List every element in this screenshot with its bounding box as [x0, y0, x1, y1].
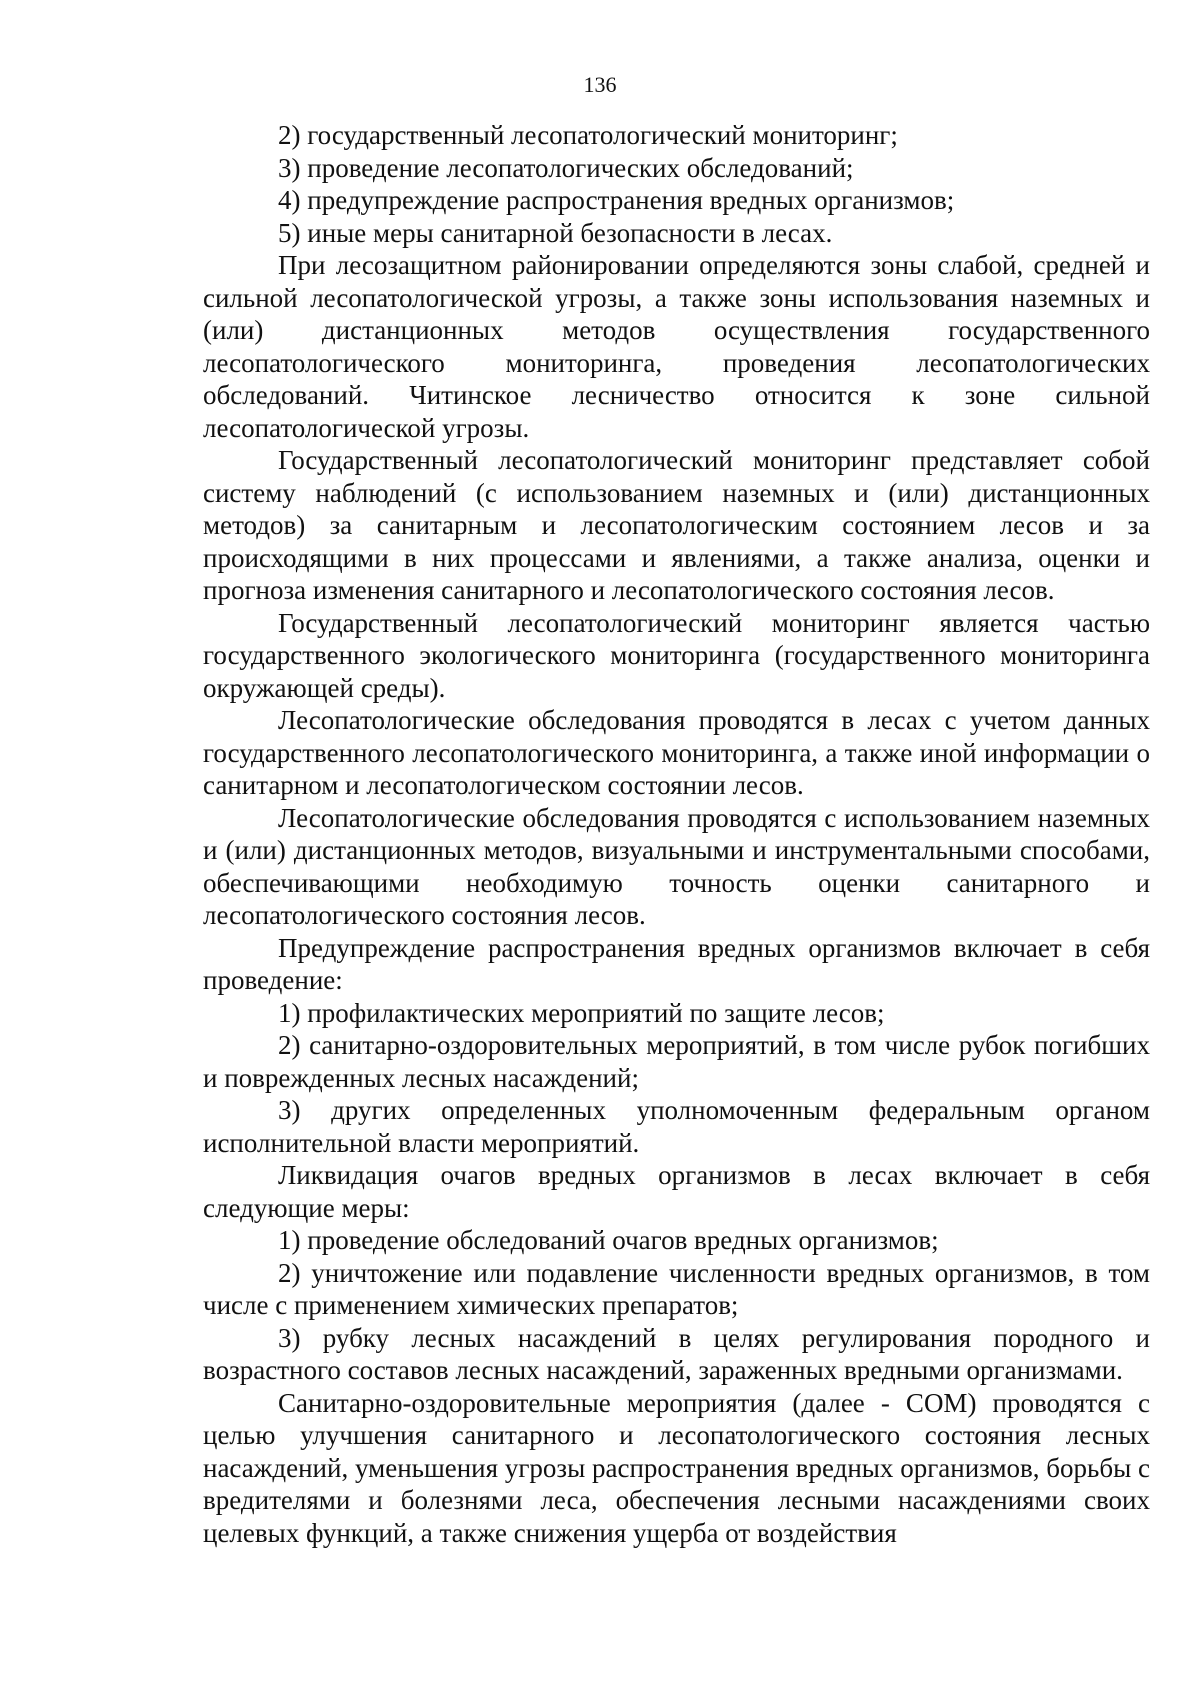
document-body	[203, 119, 1150, 1549]
paragraph-list-item-5: 5) иные меры санитарной безопасности в лесах.	[278, 217, 833, 248]
paragraph-liquidation-item-2: 2) уничтожение или подавление численности вредных организмов, в том числе с применением химических препаратов;	[203, 1257, 1150, 1320]
paragraph-surveys-data: Лесопатологические обследования проводятся в лесах с учетом данных государственного лесопатологического мониторинга, а также иной информации о санитарном и лесопатологическом состоянии лесов.	[203, 705, 1150, 800]
paragraph-zoning: При лесозащитном районировании определяются зоны слабой, средней и сильной лесопатологической угрозы, а также зоны использования наземных и (или) дистанционных методов осуществления государственного лесопатологического мониторинга, проведения лесопатологических обследований. Читинское лесничество относится к зоне сильной лесопатологической угрозы.	[203, 250, 1150, 443]
paragraph-som: Санитарно-оздоровительные мероприятия (далее - СОМ) проводятся с целью улучшения санитарного и лесопатологического состояния лесных насаждений, уменьшения угрозы распространения вредных организмов, борьбы с вредителями и болезнями леса, обеспечения лесными насаждениями своих целевых функций, а также снижения ущерба от воздействия	[203, 1387, 1150, 1548]
page-number: 136	[583, 72, 617, 97]
paragraph-liquidation-item-3: 3) рубку лесных насаждений в целях регулирования породного и возрастного составов лесных насаждений, зараженных вредными организмами.	[203, 1322, 1150, 1385]
paragraph-surveys-methods: Лесопатологические обследования проводятся с использованием наземных и (или) дистанционных методов, визуальными и инструментальными способами, обеспечивающими необходимую точность оценки санитарного и лесопатологического состояния лесов.	[203, 802, 1150, 930]
paragraph-list-item-3: 3) проведение лесопатологических обследований;	[278, 152, 854, 183]
paragraph-liquidation-intro: Ликвидация очагов вредных организмов в лесах включает в себя следующие меры:	[203, 1160, 1150, 1223]
paragraph-prevention-item-2: 2) санитарно-оздоровительных мероприятий, в том числе рубок погибших и поврежденных лесных насаждений;	[203, 1030, 1150, 1093]
paragraph-monitoring-part: Государственный лесопатологический мониторинг является частью государственного экологического мониторинга (государственного мониторинга окружающей среды).	[203, 607, 1150, 703]
paragraph-prevention-item-1: 1) профилактических мероприятий по защите лесов;	[278, 997, 885, 1028]
paragraph-prevention-intro: Предупреждение распространения вредных организмов включает в себя проведение:	[203, 932, 1150, 995]
paragraph-list-item-2: 2) государственный лесопатологический мониторинг;	[278, 120, 898, 150]
paragraph-prevention-item-3: 3) других определенных уполномоченным федеральным органом исполнительной власти мероприятий.	[203, 1095, 1150, 1158]
paragraph-monitoring-definition: Государственный лесопатологический мониторинг представляет собой систему наблюдений (с использованием наземных и (или) дистанционных методов) за санитарным и лесопатологическим состоянием лесов и за происходящими в них процессами и явлениями, а также анализа, оценки и прогноза изменения санитарного и лесопатологического состояния лесов.	[203, 445, 1150, 605]
paragraph-list-item-4: 4) предупреждение распространения вредных организмов;	[278, 185, 955, 215]
paragraph-liquidation-item-1: 1) проведение обследований очагов вредных организмов;	[278, 1225, 939, 1255]
